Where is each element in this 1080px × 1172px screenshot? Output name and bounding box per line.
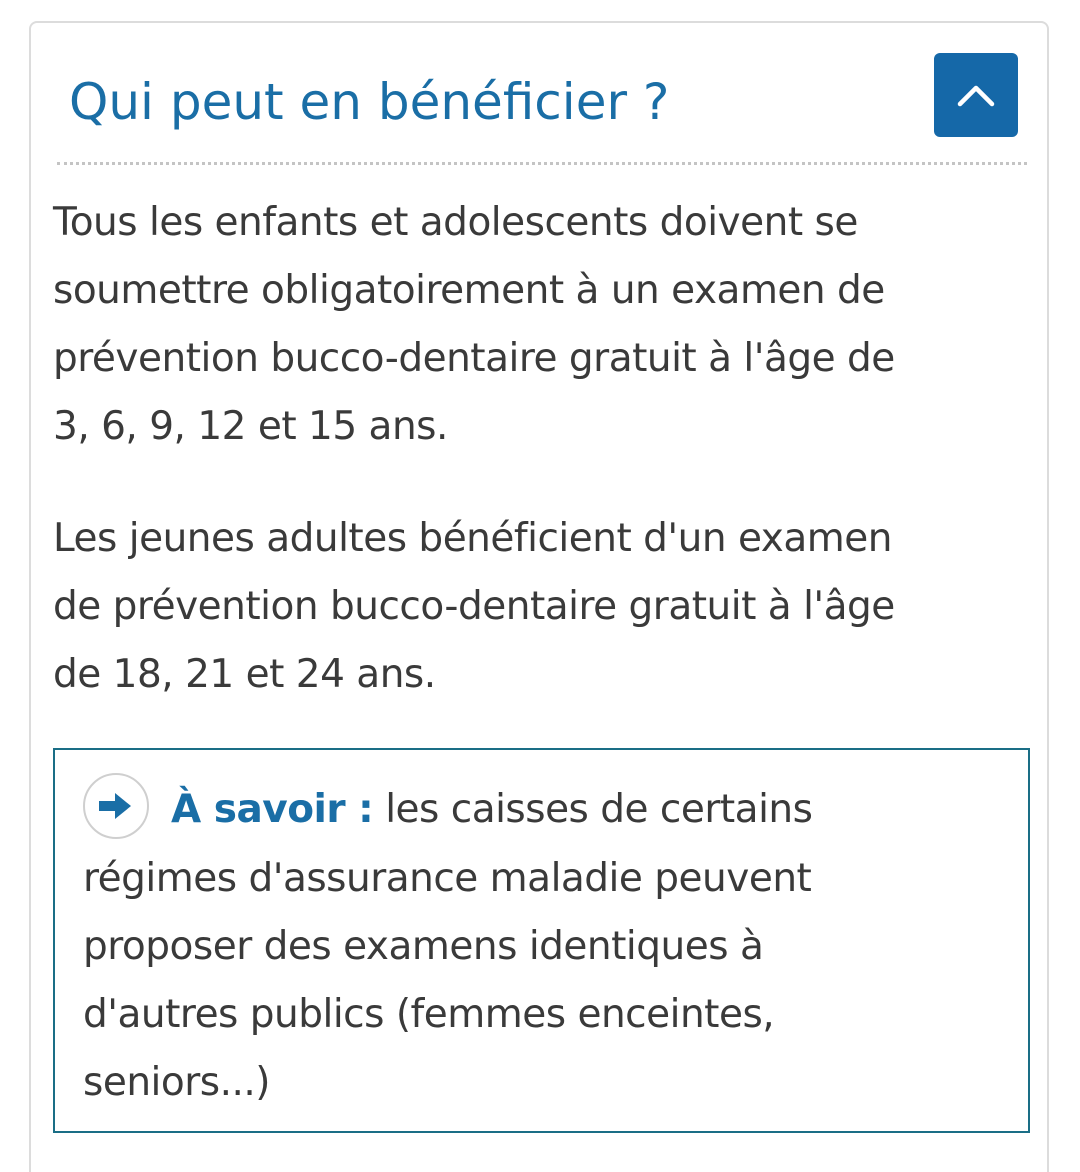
collapse-button[interactable]: [934, 53, 1018, 137]
chevron-up-icon: [956, 82, 996, 108]
paragraph-children: [53, 189, 895, 461]
section-title: Qui peut en bénéficier ?: [69, 73, 670, 131]
header-divider: [57, 162, 1027, 165]
note-line: [83, 776, 812, 845]
note-first-line: les caisses de certains: [385, 787, 813, 832]
arrow-right-icon: [83, 773, 149, 839]
note-line: seniors...): [83, 1059, 270, 1105]
note-text: [83, 776, 812, 1117]
paragraph-line: de 18, 21 et 24 ans.: [53, 652, 436, 697]
info-note-box: [53, 748, 1030, 1133]
paragraph-line: 3, 6, 9, 12 et 15 ans.: [53, 404, 448, 449]
paragraph-line: Tous les enfants et adolescents doivent se: [53, 200, 858, 245]
paragraph-line: prévention bucco-dentaire gratuit à l'âge de: [53, 336, 895, 381]
paragraph-young-adults: [53, 505, 895, 709]
note-line: régimes d'assurance maladie peuvent: [83, 855, 812, 901]
note-line: d'autres publics (femmes enceintes,: [83, 991, 775, 1037]
paragraph-line: soumettre obligatoirement à un examen de: [53, 268, 885, 313]
note-line: proposer des examens identiques à: [83, 923, 764, 969]
paragraph-line: Les jeunes adultes bénéficient d'un examen: [53, 516, 892, 561]
accordion-header[interactable]: [31, 23, 1047, 163]
note-label: À savoir :: [171, 787, 374, 832]
paragraph-line: de prévention bucco-dentaire gratuit à l'âge: [53, 584, 895, 629]
accordion-section: [29, 21, 1049, 1172]
